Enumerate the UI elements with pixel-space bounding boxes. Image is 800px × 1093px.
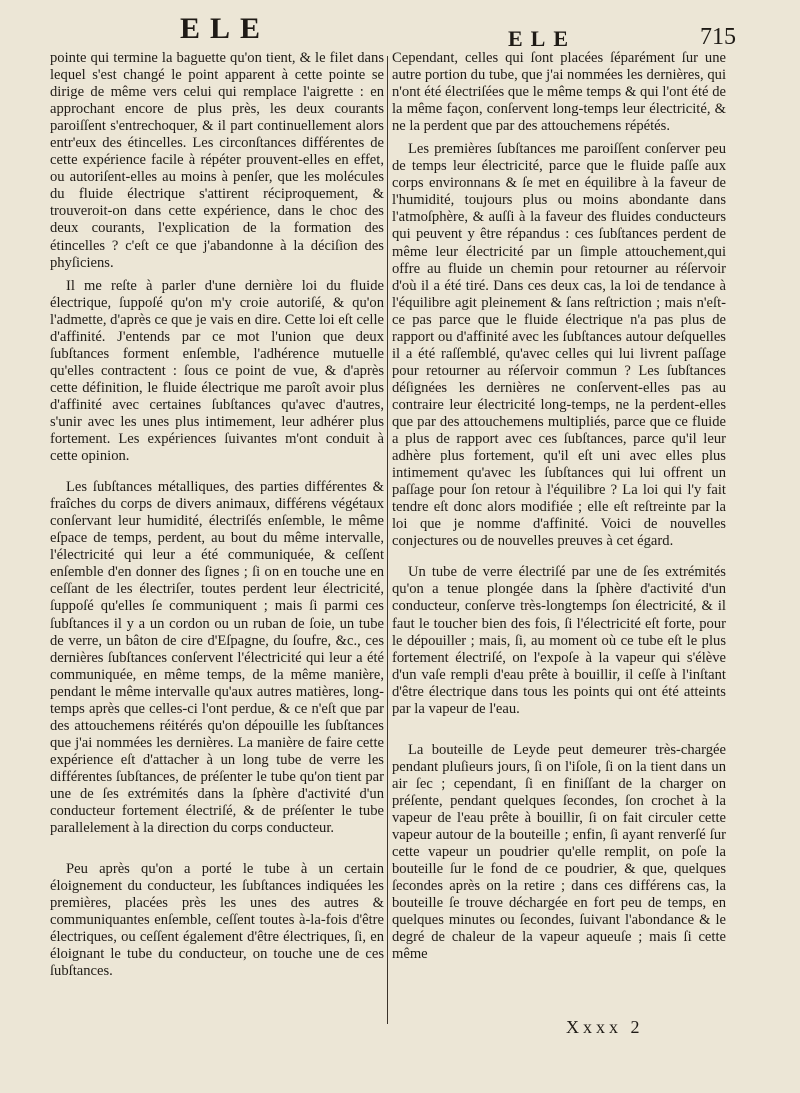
page-number: 715	[700, 24, 736, 50]
signature-mark: Xxxx 2	[566, 1017, 644, 1037]
paragraph: Les premières ſubſtances me paroiſſent conſerver peu de temps leur électricité, parce que le fluide paſſe aux corps environnans & ſe met en équilibre à la faveur de l'humidité, toujours plus ou moins abondante dans l'atmoſphère, & auſſi à la faveur des fluides conducteurs qui peuvent y être répandus : ces ſubſtances perdent de même leur électricité par un ſimple attouchement,qui offre au fluide un chemin pour retourner au réſervoir d'où il a été tiré. Dans ces deux cas, la loi de tendance à l'équilibre agit pleinement & ſans reſtriction ; mais n'eſt-ce pas parce que le fluide électrique n'a pas plus de rapport ou d'affinité avec les ſubſtances autour deſquelles il a été raſſemblé, qu'avec celles qui lui livrent paſſage pour retourner au réſervoir commun ? Les ſubſtances déſignées les dernières ne conſervent-elles pas au contraire leur électricité long-temps, ne la perdent-elles que par des attouchemens multipliés, parce que ce fluide a plus de rapport avec ces ſubſtances, parce qu'il leur adhère plus fortement, qu'il eſt uni avec elles plus intimement qu'avec les ſubſtances qui lui offrent un paſſage pour ſon retour à l'équilibre ? La loi qui l'y fait tendre eſt donc alors modifiée ; elle eſt reſtreinte par la loi que je nomme d'affinité. Voici de nouvelles conjectures ou de nouvelles preuves à cet égard.	[392, 141, 726, 550]
column-divider	[387, 56, 388, 1024]
running-head-left: ELE	[180, 12, 271, 45]
right-column	[392, 50, 726, 963]
running-head-right: ELE	[508, 26, 577, 51]
paragraph: Un tube de verre électriſé par une de ſes extrémités qu'on a tenue plongée dans la ſphère d'activité d'un conducteur, conſerve très-longtemps ſon électricité, & il faut le toucher bien des fois, ſi l'électricité eſt forte, pour le dépouiller ; mais, ſi, au moment où ce tube eſt le plus fortement électriſé, on l'expoſe à la vapeur qui s'élève d'un vaſe rempli d'eau prête à bouillir, il ceſſe à l'inſtant d'être électrique dans tous les points qui ont été atteints par la vapeur de l'eau.	[392, 564, 726, 717]
paragraph: Peu après qu'on a porté le tube à un certain éloignement du conducteur, les ſubſtances indiquées les premières, placées près les unes des autres & communiquantes enſemble, ceſſent toutes à-la-fois d'être électriques, ou ceſſent également d'être électriques, ſi, en éloignant le tube du conducteur, on touche une de ces ſubſtances.	[50, 861, 384, 980]
paragraph: Les ſubſtances métalliques, des parties différentes & fraîches du corps de divers animaux, différens végétaux conſervant leur humidité, électriſés enſemble, le même eſpace de temps, perdent, au bout du même intervalle, l'électricité qui leur a été communiquée, & ceſſent enſemble d'en donner des ſignes ; ſi on en touche une en ceſſant de les électriſer, toutes perdent leur électricité, ſuppoſé qu'elles ſe communiquent ; mais ſi parmi ces ſubſtances il y a un cordon ou un ruban de ſoie, un tube de verre, un bâton de cire d'Eſpagne, du ſoufre, &c., ces dernières ſubſtances conſervent l'électricité qui leur a été communiquée, en même temps, de la même manière, pendant le même intervalle qu'aux autres matières, long-temps après que celles-ci l'ont perdue, & ce n'eſt que par des attouchemens réitérés qu'on dépouille les ſubſtances que j'ai nommées les dernières. La manière de faire cette expérience eſt d'attacher à un long tube de verre les différentes ſubſtances, de préſenter le tube qu'on tient par une de ſes extrémités dans la ſphère d'activité d'un conducteur fortement électriſé, & de préſenter le tube parallelement à la direction du corps conducteur.	[50, 479, 384, 837]
paragraph: Il me reſte à parler d'une dernière loi du fluide électrique, ſuppoſé qu'on m'y croie autoriſé, & qu'on l'admette, d'après ce que je vais en dire. Cette loi eſt celle d'affinité. J'entends par ce mot l'union que deux ſubſtances forment enſemble, l'adhérence mutuelle qu'elles contractent : ſous ce point de vue, & d'après cette définition, le fluide électrique me paroît avoir plus d'affinité avec certaines ſubſtances qu'avec d'autres, s'unir avec les unes plus intimement, leur adhérer plus fortement. Les expériences ſuivantes m'ont conduit à cette opinion.	[50, 277, 384, 465]
paragraph: Cependant, celles qui ſont placées ſéparément ſur une autre portion du tube, que j'ai nommées les dernières, qui n'ont été électriſées que le même temps & qui l'ont été de la même façon, conſervent long-temps leur électricité, & ne la perdent que par des attouchemens répétés.	[392, 50, 726, 135]
paragraph: pointe qui termine la baguette qu'on tient, & le filet dans lequel s'est changé le point apparent à cette pointe se dirige de même vers celui qui remplace l'aigrette : en approchant encore de plus près, les deux courants paroiſſent s'entrechoquer, & il part continuellement alors entr'eux des étincelles. Les circonſtances différentes de cette expérience facile à répéter prouvent-elles en effet, ou autoriſent-elles au moins à penſer, que les molécules du fluide électrique s'attirent réciproquement, & trouveroit-on dans cette expérience, dans le choc des deux courants, l'explication de la formation des étincelles ? c'eſt ce que j'abandonne à la déciſion des phyſiciens.	[50, 50, 384, 271]
paragraph: La bouteille de Leyde peut demeurer très-chargée pendant pluſieurs jours, ſi on l'iſole, ſi on la tient dans un air ſec ; cependant, ſi en finiſſant de la charger on préſente, pendant quelques ſecondes, ſon crochet à la vapeur de l'eau prête à bouillir, ſi on fait circuler cette vapeur autour de la bouteille ; enfin, ſi ayant renverſé ſur cette vapeur un poudrier qu'elle remplit, on poſe la bouteille ſur le fond de ce poudrier, & que, quelques ſecondes après on la retire ; dans ces différens cas, la bouteille ſe trouve déchargée en fort peu de temps, en quelques minutes ou ſecondes, ſuivant l'abondance & le degré de chaleur de la vapeur aqueuſe ; mais ſi cette même	[392, 741, 726, 963]
left-column	[50, 50, 384, 980]
